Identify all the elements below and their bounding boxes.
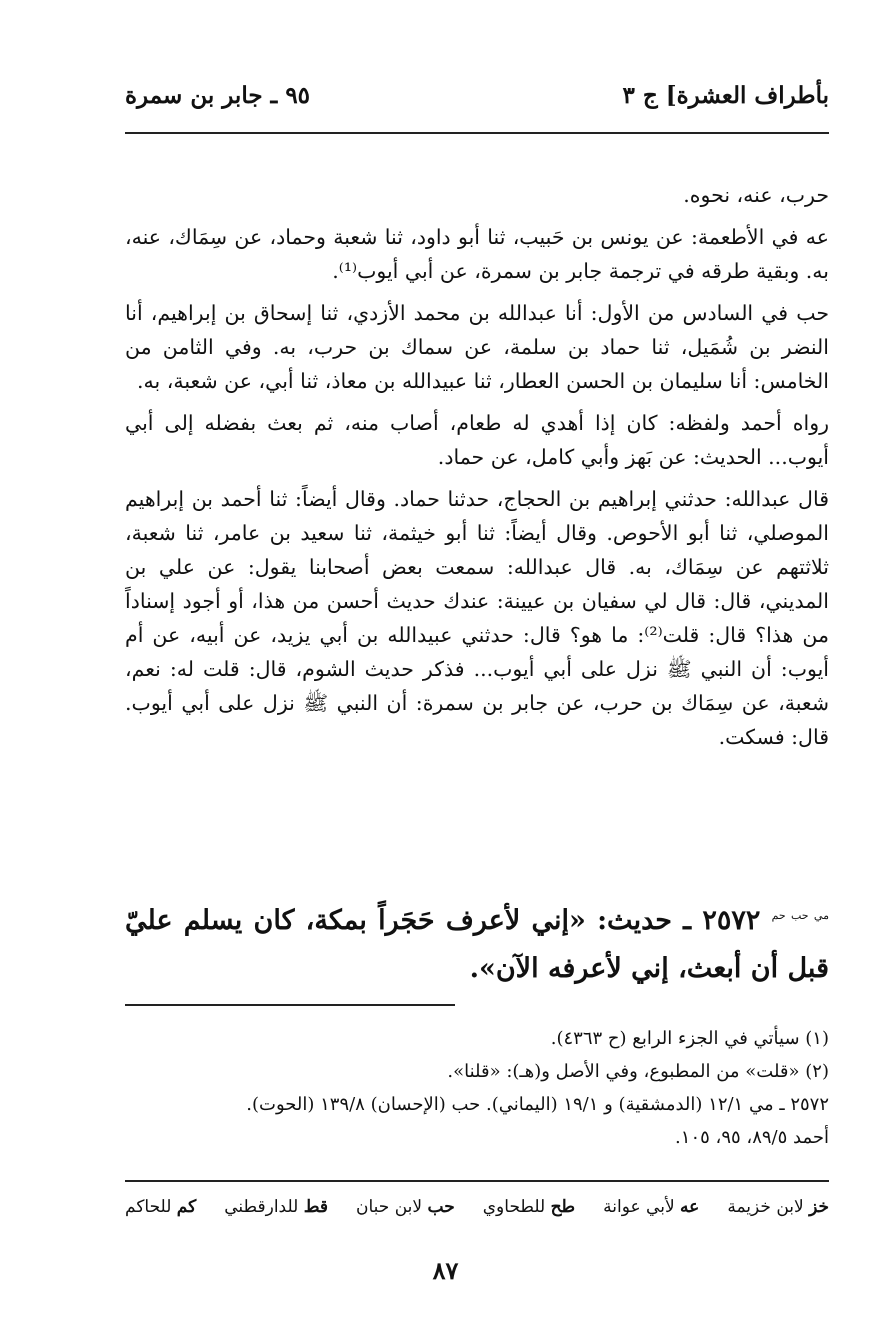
paragraph: قال عبدالله: حدثني إبراهيم بن الحجاج، حدثنا حماد. وقال أيضاً: ثنا أحمد بن إبراهيم الموصلي، ثنا أبو الأحوص. وقال أيضاً: ثنا أبو خيثمة، ثنا سعيد بن عامر، ثنا شعبة، ثلاثتهم عن سِمَاك، به. قال عبدالله: سمعت بعض أصحابنا يقول: عن علي بن المديني، قال: قال لي سفيان بن عيينة: عندك حديث أحسن من هذا، أو أجود إسناداً من هذا؟ قال: قلت⁽²⁾: ما هو؟ قال: حدثني عبيدالله بن أبي يزيد، عن أبيه، عن أم أيوب: أن النبي ﷺ نزل على أبي أيوب... فذكر حديث الشوم، قال: قلت له: نعم، شعبة، عن سِمَاك بن حرب، عن جابر بن سمرة: أن النبي ﷺ نزل على أبي أيوب. قال: فسكت.: [125, 487, 829, 749]
running-header: [125, 82, 829, 122]
hadith-entry: [125, 892, 829, 993]
footnote-rule: [125, 1004, 455, 1006]
page-number: ٨٧: [432, 1256, 459, 1285]
section-title: ٩٥ ـ جابر بن سمرة: [125, 82, 311, 109]
footnote: أحمد ٨٩/٥، ٩٥، ١٠٥.: [675, 1127, 829, 1148]
paragraph: حرب، عنه، نحوه.: [683, 183, 829, 207]
abbrev-item: قط للدارقطني: [224, 1197, 328, 1217]
hadith-text: ٢٥٧٢ ـ حديث: «إني لأعرف حَجَراً بمكة، كان يسلم عليّ قبل أن أبعث، إني لأعرفه الآن».: [125, 905, 829, 984]
abbrev-item: عه لأبي عوانة: [603, 1197, 700, 1217]
paragraph: رواه أحمد ولفظه: كان إذا أهدي له طعام، أصاب منه، ثم بعث بفضله إلى أبي أيوب... الحديث: عن بَهز وأبي كامل، عن حماد.: [125, 411, 829, 469]
bottom-rule: [125, 1180, 829, 1182]
footnote: (١) سيأتي في الجزء الرابع (ح ٤٣٦٣).: [550, 1028, 829, 1049]
book-title: بأطراف العشرة] ج ٣: [622, 82, 829, 109]
header-rule: [125, 132, 829, 134]
abbrev-item: طح للطحاوي: [482, 1197, 576, 1217]
abbrev-item: كم للحاكم: [125, 1197, 197, 1217]
paragraph: حب في السادس من الأول: أنا عبدالله بن محمد الأزدي، ثنا إسحاق بن إبراهيم، أنا النضر بن شُمَيل، ثنا حماد بن سلمة، عن سماك بن حرب، به. وفي الثامن من الخامس: أنا سليمان بن الحسن العطار، ثنا عبيدالله بن معاذ، ثنا أبي، عن شعبة، به.: [125, 301, 829, 393]
footnote: (٢) «قلت» من المطبوع، وفي الأصل و(هـ): «قلنا».: [447, 1061, 829, 1082]
paragraph: عه في الأطعمة: عن يونس بن حَبيب، ثنا أبو داود، ثنا شعبة وحماد، عن سِمَاك، عنه، به. وبقية طرقه في ترجمة جابر بن سمرة، عن أبي أيوب⁽¹⁾.: [125, 225, 829, 283]
margin-note: مي حب حم: [771, 909, 829, 922]
abbrev-item: خز لابن خزيمة: [727, 1197, 829, 1217]
abbrev-item: حب لابن حبان: [356, 1197, 455, 1217]
main-text: [125, 178, 829, 762]
abbreviation-key: [125, 1192, 829, 1222]
footnote: ٢٥٧٢ ـ مي ١٢/١ (الدمشقية) و ١٩/١ (اليماني). حب (الإحسان) ١٣٩/٨ (الحوت).: [246, 1094, 829, 1115]
footnotes: [125, 1022, 829, 1154]
